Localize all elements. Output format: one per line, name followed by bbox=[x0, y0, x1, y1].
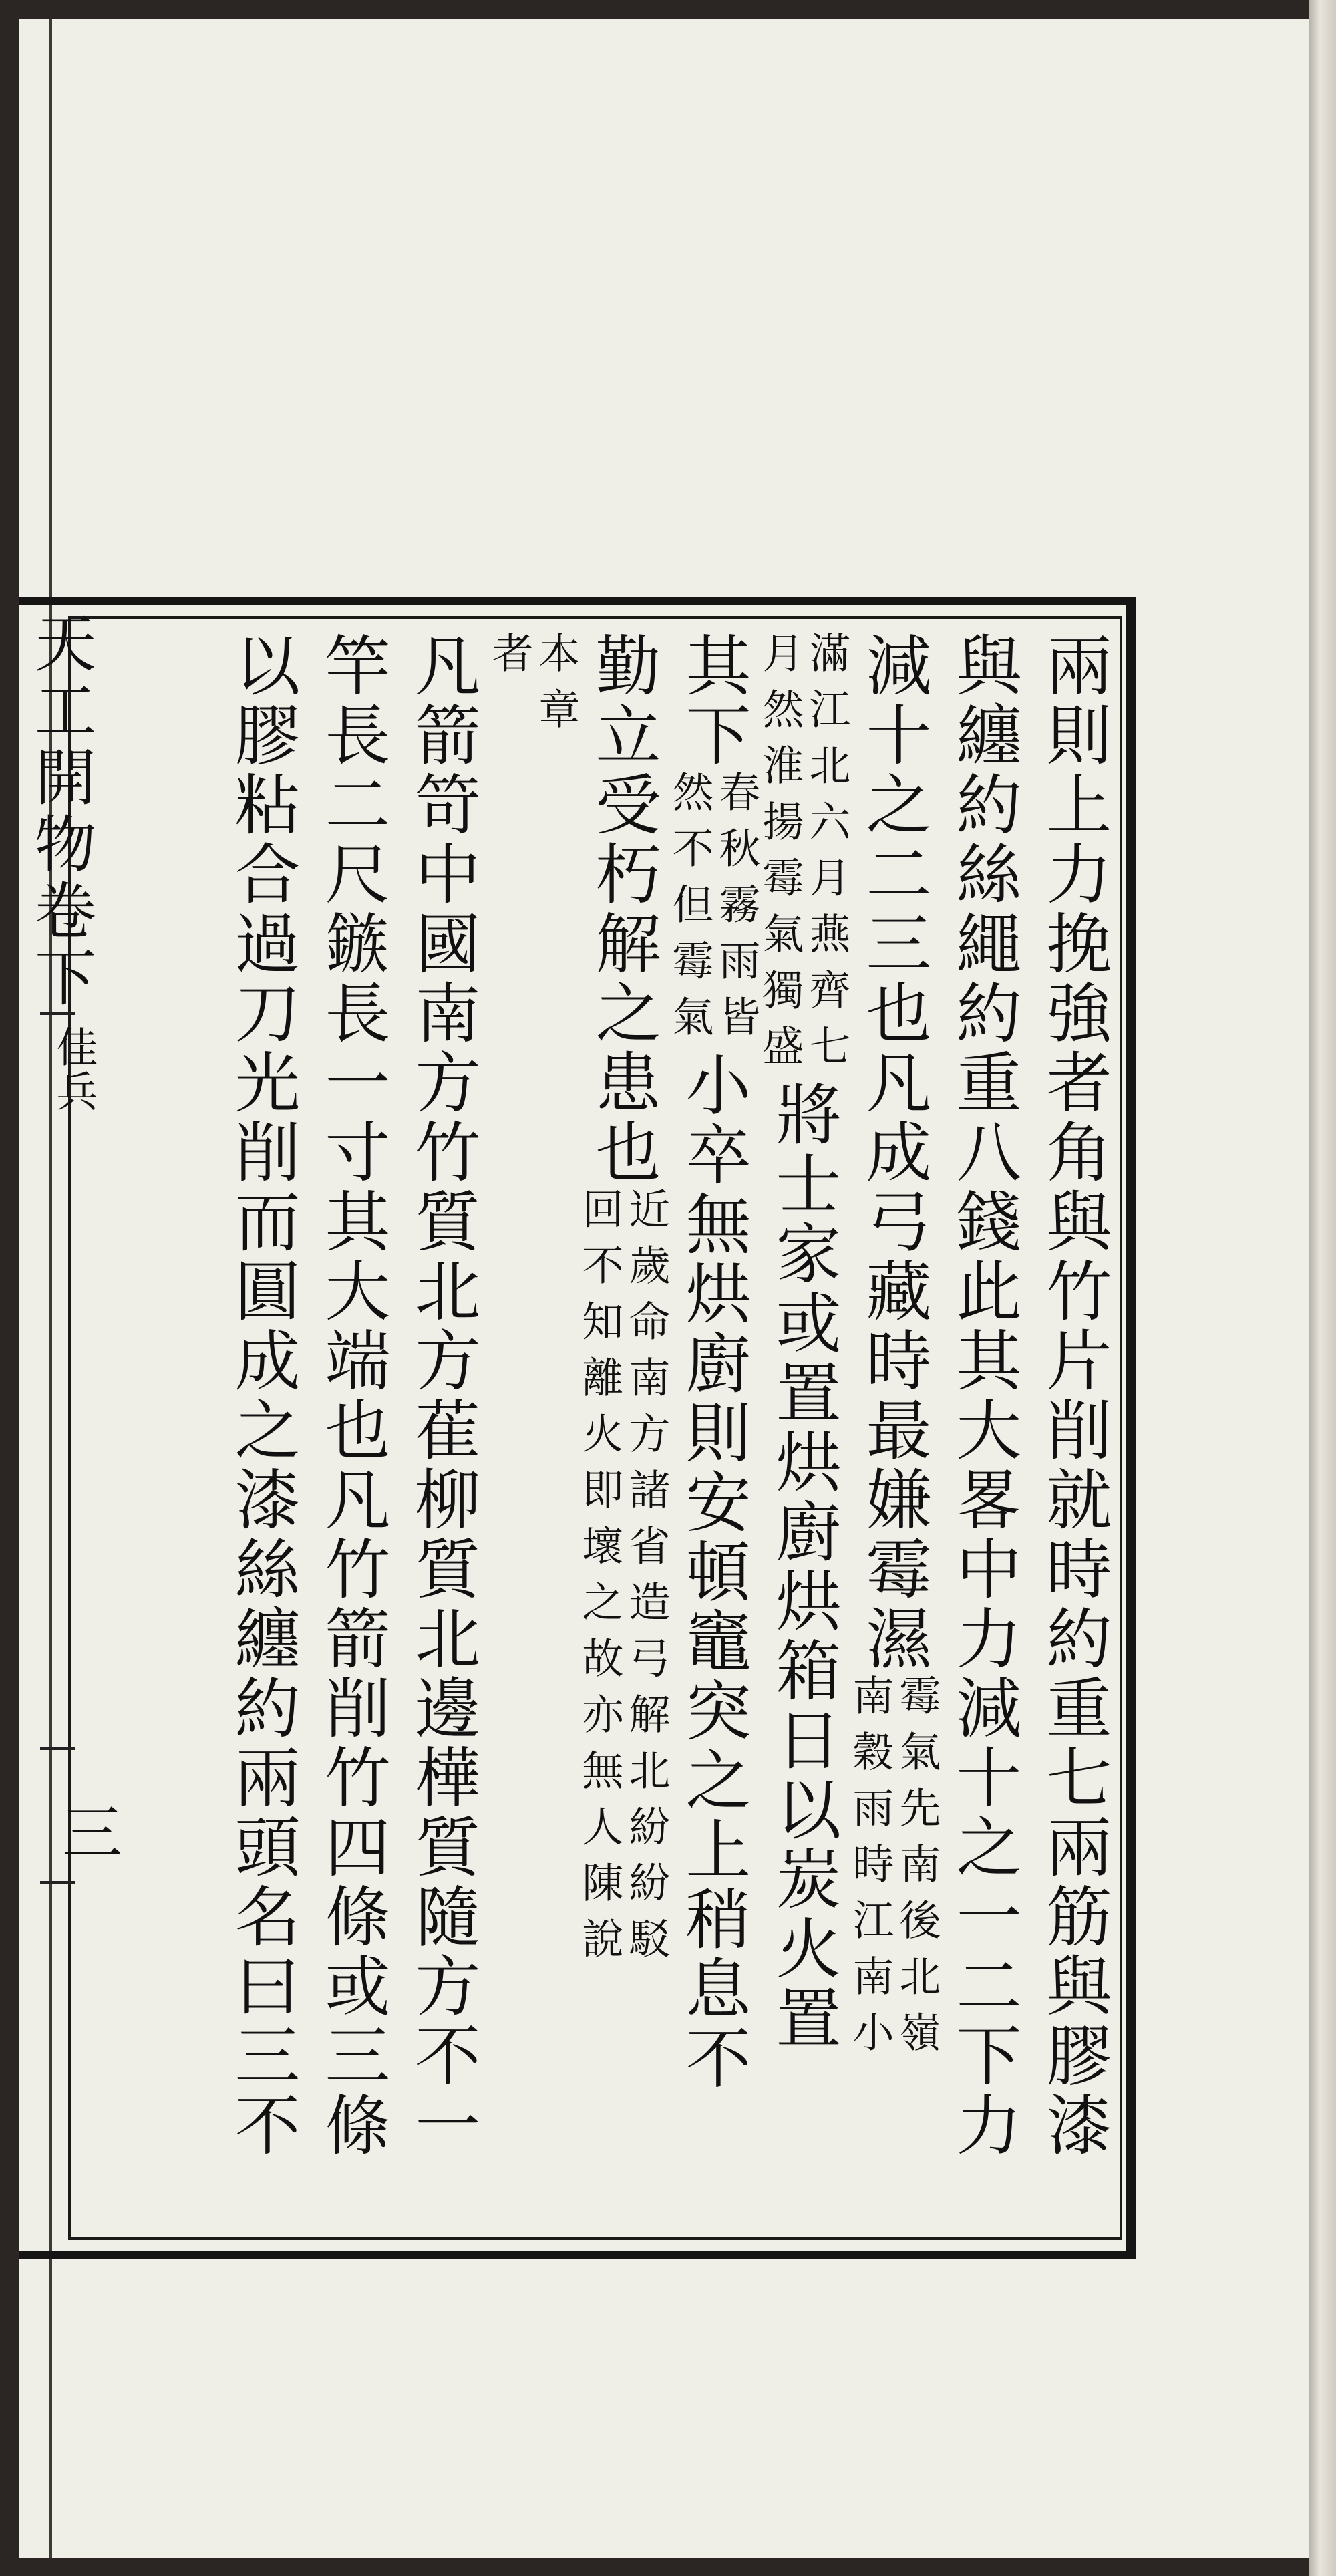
column-text: 兩則上力挽強者角與竹片削就時約重七兩筋與膠漆 bbox=[1035, 631, 1112, 2160]
annotation bbox=[485, 631, 580, 744]
spine-divider bbox=[40, 1881, 75, 1884]
annotation-line: 滿江北六月燕齊七 bbox=[802, 631, 851, 1081]
book-title: 天工開物卷下 bbox=[25, 611, 96, 1012]
chapter-title: 佳兵 bbox=[49, 1026, 98, 1114]
annotation bbox=[665, 770, 761, 1051]
column-text: 勤立受朽解之患也 bbox=[584, 631, 661, 1187]
text-column bbox=[665, 631, 761, 2235]
text-column bbox=[485, 631, 580, 2235]
spine-divider bbox=[40, 1747, 75, 1750]
page-edge bbox=[1309, 0, 1336, 2576]
spine-divider bbox=[40, 1012, 75, 1015]
column-text: 小卒無烘廚則安頓竈突之上稍息不 bbox=[675, 1051, 751, 2094]
annotation-line: 回不知離火即壞之故亦無人陳說 bbox=[575, 1187, 624, 1973]
annotation-line: 者 bbox=[485, 631, 534, 688]
column-text: 與纏約絲繩約重八錢此其大畧中力減十之一二下力 bbox=[945, 631, 1021, 2160]
column-text: 凡箭笴中國南方竹質北方萑柳質北邊樺質隨方不一 bbox=[404, 631, 480, 2160]
annotation-line: 月然淮揚霉氣獨盛 bbox=[756, 631, 804, 1081]
annotation bbox=[575, 1187, 671, 1973]
column-text: 竿長二尺鏃長一寸其大端也凡竹箭削竹四條或三條 bbox=[314, 631, 390, 2160]
text-column bbox=[940, 631, 1027, 2235]
text-column bbox=[846, 631, 941, 2235]
spine-strip bbox=[13, 611, 122, 2242]
annotation-line: 春秋霧雨皆 bbox=[712, 770, 761, 1051]
annotation bbox=[846, 1674, 941, 2067]
annotation bbox=[756, 631, 851, 1081]
column-text: 其下 bbox=[675, 631, 751, 770]
annotation-line: 近歲命南方諸省造弓解北紛紛駁 bbox=[622, 1187, 671, 1973]
annotation-line: 本章 bbox=[532, 631, 580, 744]
column-text: 減十之二三也凡成弓藏時最嫌霉濕 bbox=[855, 631, 931, 1674]
annotation-line: 然不但霉氣 bbox=[665, 770, 714, 1051]
column-text: 以膠粘合過刀光削而圓成之漆絲纏約兩頭名曰三不 bbox=[224, 631, 300, 2160]
text-column bbox=[399, 631, 486, 2235]
folio-number: 三 bbox=[51, 1801, 122, 1861]
text-column bbox=[218, 631, 305, 2235]
text-column bbox=[1030, 631, 1117, 2235]
text-column bbox=[575, 631, 671, 2235]
text-column bbox=[309, 631, 395, 2235]
annotation-line: 南穀雨時江南小 bbox=[846, 1674, 894, 2067]
text-column bbox=[756, 631, 851, 2235]
column-text: 將士家或置烘廚烘箱日以炭火置 bbox=[765, 1081, 841, 2053]
annotation-line: 霉氣先南後北嶺 bbox=[892, 1674, 941, 2067]
